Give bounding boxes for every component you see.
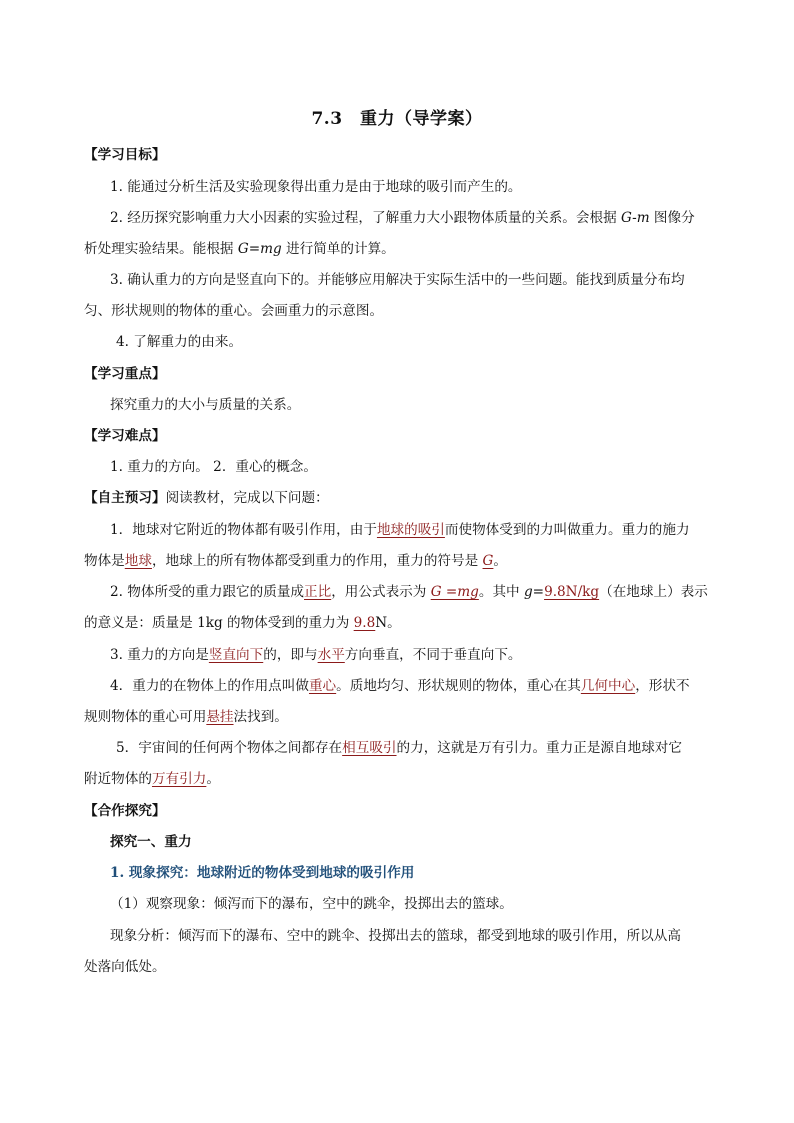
coop-observation: （1）观察现象：倾泻而下的瀑布，空中的跳伞，投掷出去的篮球。 — [110, 896, 513, 912]
goal-2-text-d: 进行简单的计算。 — [281, 241, 395, 257]
q4-text-a: 4．重力的在物体上的作用点叫做 — [110, 678, 309, 694]
q5-text-c: 附近物体的 — [84, 771, 152, 787]
goal-2-line-1 — [110, 208, 740, 228]
q2-answer-1: 正比 — [304, 584, 332, 600]
q2-answer-3: 9.8N/kg — [544, 584, 600, 600]
q2-answer-2: G =mg — [430, 584, 479, 600]
q4-answer-2: 几何中心 — [580, 678, 636, 694]
goal-4: 4. 了解重力的由来。 — [116, 334, 243, 350]
preview-q4-line-2 — [84, 707, 714, 727]
q2-text-c: 。其中 — [478, 584, 524, 600]
q4-text-c: ，形状不 — [635, 678, 690, 694]
goal-2-text-c: 析处理实验结果。能根据 — [84, 241, 238, 257]
preview-q5-line-1 — [116, 738, 746, 758]
q5-answer-2: 万有引力 — [151, 771, 207, 787]
goal-2-text-b: 图像分 — [649, 210, 695, 226]
preview-q4-line-1 — [110, 676, 740, 696]
q1-text-c: 物体是 — [84, 553, 125, 569]
section-header-coop: 【合作探究】 — [84, 803, 166, 819]
preview-q3 — [110, 645, 740, 665]
goal-3-line-1: 3. 确认重力的方向是竖直向下的。并能够应用解决于实际生活中的一些问题。能找到质量分布均 — [110, 272, 685, 288]
q3-text-a: 3. 重力的方向是 — [110, 647, 209, 663]
preview-q2-line-1 — [110, 582, 740, 602]
preview-q5-line-2 — [84, 769, 714, 789]
goal-2-formula: G=mg — [237, 241, 282, 257]
coop-sub-1-1: 1. 现象探究：地球附近的物体受到地球的吸引作用 — [110, 865, 415, 881]
goal-2-text-a: 2. 经历探究影响重力大小因素的实验过程，了解重力大小跟物体质量的关系。会根据 — [110, 210, 621, 226]
q2-text-f: 的意义是：质量是 1kg 的物体受到的重力为 — [84, 615, 354, 631]
q2-g-symbol: g — [523, 584, 533, 600]
section-header-difficulty: 【学习难点】 — [84, 428, 166, 444]
section-header-goals: 【学习目标】 — [84, 147, 166, 163]
q4-text-e: 法找到。 — [233, 709, 288, 725]
q5-answer-1: 相互吸引 — [342, 740, 397, 756]
goal-2-gm: G-m — [620, 210, 650, 226]
q2-text-b: ，用公式表示为 — [331, 584, 431, 600]
q3-text-c: 方向垂直，不同于垂直向下。 — [344, 647, 522, 663]
q1-text-e: 。 — [493, 553, 507, 569]
difficulty-text: 1. 重力的方向。 2．重心的概念。 — [110, 459, 317, 475]
section-header-key: 【学习重点】 — [84, 366, 166, 382]
q1-answer-1: 地球的吸引 — [376, 522, 445, 538]
q2-text-h: N。 — [375, 615, 401, 631]
q5-text-b: 的力，这就是万有引力。重力正是源自地球对它 — [396, 740, 682, 756]
q4-answer-1: 重心 — [308, 678, 337, 694]
goal-3-line-2: 匀、形状规则的物体的重心。会画重力的示意图。 — [84, 303, 384, 319]
key-point-text: 探究重力的大小与质量的关系。 — [110, 397, 301, 413]
q2-text-a: 2. 物体所受的重力跟它的质量成 — [110, 584, 305, 600]
q3-text-b: 的，即与 — [263, 647, 318, 663]
q1-answer-2: 地球 — [124, 553, 152, 569]
q5-text-a: 5．宇宙间的任何两个物体之间都存在 — [116, 740, 343, 756]
q4-text-b: 。质地均匀、形状规则的物体，重心在其 — [336, 678, 581, 694]
q1-answer-3: G — [482, 553, 494, 569]
q1-text-a: 1．地球对它附近的物体都有吸引作用，由于 — [110, 522, 377, 538]
section-header-preview: 【自主预习】 — [84, 490, 166, 506]
q2-text-d: = — [532, 584, 545, 600]
q4-answer-3: 悬挂 — [206, 709, 234, 725]
q3-answer-2: 水平 — [317, 647, 345, 663]
q2-answer-4: 9.8 — [353, 615, 376, 631]
preview-header-line — [84, 488, 714, 508]
goal-1: 1. 能通过分析生活及实验现象得出重力是由于地球的吸引而产生的。 — [110, 179, 522, 195]
preview-q1-line-2 — [84, 551, 714, 571]
q1-text-b: 而使物体受到的力叫做重力。重力的施力 — [444, 522, 690, 538]
q2-text-e: （在地球上）表示 — [599, 584, 708, 600]
coop-analysis-line-1: 现象分析：倾泻而下的瀑布、空中的跳伞、投掷出去的篮球，都受到地球的吸引作用，所以从高 — [110, 928, 681, 944]
page-title: 7.3 重力（导学案） — [311, 109, 483, 129]
goal-2-line-2 — [84, 239, 714, 259]
q4-text-d: 规则物体的重心可用 — [84, 709, 207, 725]
preview-q1-line-1 — [110, 520, 740, 540]
coop-analysis-line-2: 处落向低处。 — [84, 959, 166, 975]
coop-sub-1: 探究一、重力 — [110, 834, 192, 850]
preview-intro: 阅读教材，完成以下问题： — [165, 490, 329, 506]
preview-q2-line-2 — [84, 613, 714, 633]
q1-text-d: ，地球上的所有物体都受到重力的作用，重力的符号是 — [151, 553, 483, 569]
q3-answer-1: 竖直向下 — [208, 647, 264, 663]
q5-text-d: 。 — [206, 771, 220, 787]
